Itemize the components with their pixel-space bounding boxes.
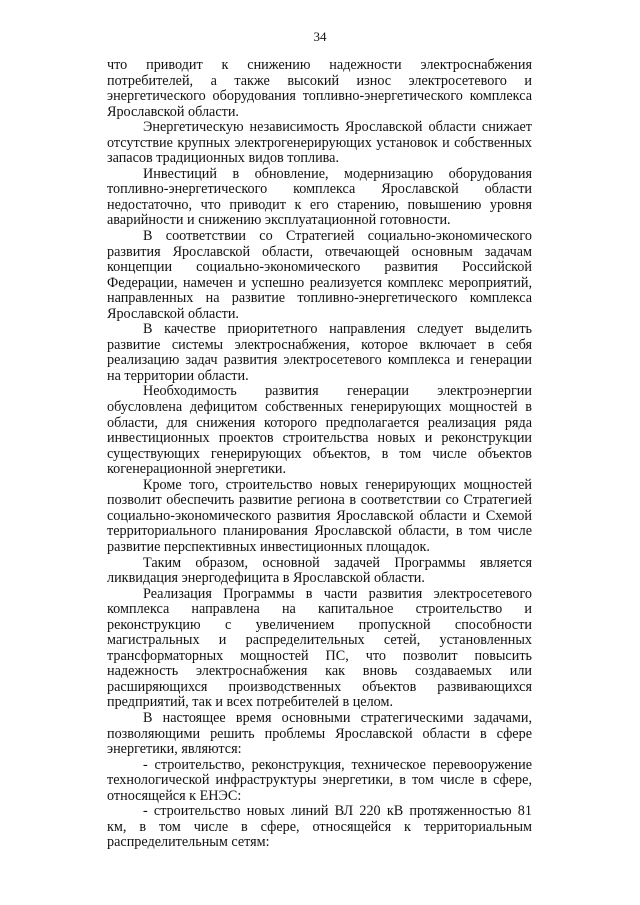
paragraph: Реализация Программы в части развития электросетевого комплекса направлена на капитальное строительство и реконструкцию с увеличением пропускной способности магистральных и распределительных сетей, установленных трансформаторных мощностей ПС, что позволит повысить надежность электроснабжения как вновь создаваемых или расширяющихся производственных объектов развивающихся предприятий, так и всех потребителей в целом. xyxy=(107,585,532,711)
paragraph: Инвестиций в обновление, модернизацию оборудования топливно-энергетического комплекса Ярославской области недостаточно, что приводит к его старению, повышению уровня аварийности и снижению эксплуатационной готовности. xyxy=(107,165,532,229)
list-item: - строительство, реконструкция, техническое перевооружение технологической инфраструктуры энергетики, в том числе в сфере, относящейся к ЕНЭС: xyxy=(107,756,532,804)
paragraph: Необходимость развития генерации электроэнергии обусловлена дефицитом собственных генерирующих мощностей в области, для снижения которого предполагается реализация ряда инвестиционных проектов строительства новых и реконструкции существующих генерирующих объектов, в том числе объектов когенерационной энергетики. xyxy=(107,383,532,478)
paragraph: В качестве приоритетного направления следует выделить развитие системы электроснабжения, которое включает в себя реализацию задач развития электросетевого комплекса и генерации на территории области. xyxy=(107,321,532,384)
body-text xyxy=(107,58,532,851)
paragraph: В соответствии со Стратегией социально-экономического развития Ярославской области, отвечающей основным задачам концепции социально-экономического развития Российской Федерации, намечен и успешно реализуется комплекс мероприятий, направленных на развитие топливно-энергетического комплекса Ярославской области. xyxy=(107,228,532,322)
paragraph: Таким образом, основной задачей Программы является ликвидация энергодефицита в Ярославской области. xyxy=(107,554,532,587)
page-number: 34 xyxy=(313,29,327,44)
paragraph: В настоящее время основными стратегическими задачами, позволяющими решить проблемы Ярославской области в сфере энергетики, являются: xyxy=(107,709,532,758)
list-item: - строительство новых линий ВЛ 220 кВ протяженностью 81 км, в том числе в сфере, относящейся к территориальным распределительным сетям: xyxy=(107,803,532,851)
paragraph: Кроме того, строительство новых генерирующих мощностей позволит обеспечить развитие региона в соответствии со Стратегией социально-экономического развития Ярославской области и Схемой территориального планирования Ярославской области, в том числе развитие перспективных инвестиционных площадок. xyxy=(107,476,532,555)
paragraph: что приводит к снижению надежности электроснабжения потребителей, а также высокий износ электросетевого и энергетического оборудования топливно-энергетического комплекса Ярославской области. xyxy=(107,57,532,120)
paragraph: Энергетическую независимость Ярославской области снижает отсутствие крупных электрогенерирующих установок и собственных запасов традиционных видов топлива. xyxy=(107,119,532,167)
